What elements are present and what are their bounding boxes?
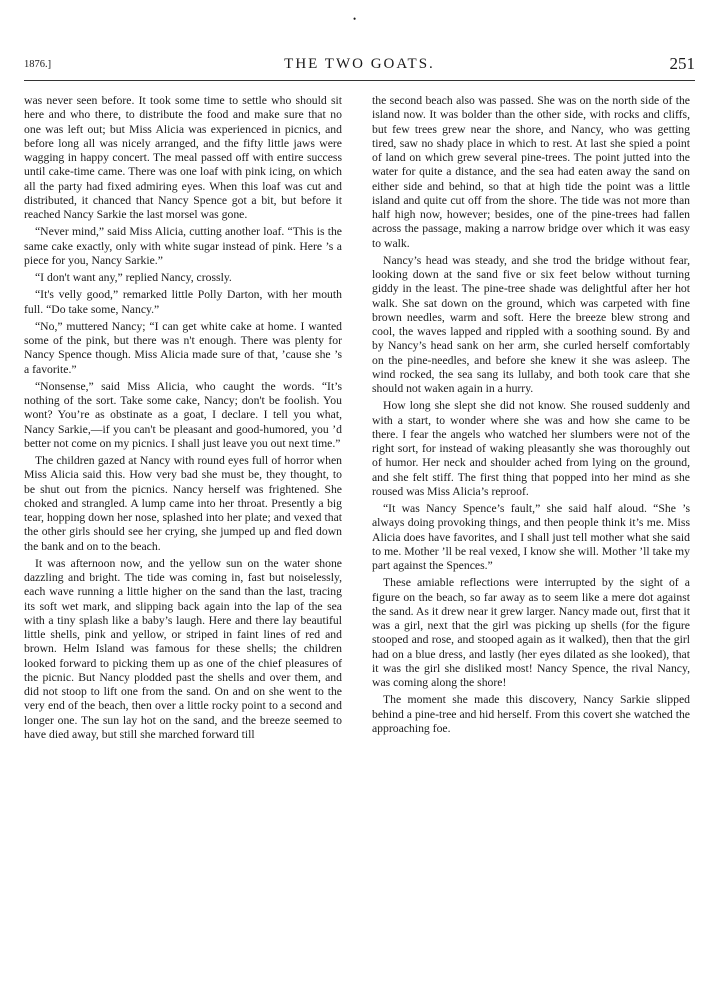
page-number: 251 bbox=[669, 54, 695, 73]
paragraph: “It's velly good,” remarked little Polly Darton, with her mouth full. “Do take some, Nancy.” bbox=[24, 288, 342, 316]
paragraph: Nancy’s head was steady, and she trod the bridge without fear, looking down at the sand five or six feet below without turning giddy in the least. The pine-tree shade was delightful after her hot walk. She sat down on the ground, which was carpeted with fine brown needles, warm and soft. Here the breeze blew strong and cool, the waves lapped and rippled with a soothing sound. By and by Nancy’s head sank on her arm, she curled herself comfortably on the pine-needles, and before she knew it she was asleep. The wind rocked, the sea sang its lullaby, and both took care that she should not waken again in a hurry. bbox=[372, 253, 690, 395]
paragraph: the second beach also was passed. She was on the north side of the island now. It was bolder than the other side, with rocks and cliffs, but few trees grew near the shore, and Nancy, who was getting tired, saw no shady place in which to rest. At last she spied a point of land on which grew several pine-trees. The point jutted into the water for quite a distance, and the sea had eaten away the sand on either side and behind, so that at high tide the point was a little island and quite cut off from the shore. The tide was not more than half high now, however; besides, one of the pine-trees had fallen across the passage, making a narrow bridge over which it was easy to walk. bbox=[372, 94, 690, 250]
paragraph: The moment she made this discovery, Nancy Sarkie slipped behind a pine-tree and hid herself. From this covert she watched the approaching foe. bbox=[372, 693, 690, 735]
running-title: THE TWO GOATS. bbox=[284, 56, 435, 72]
issue-year: 1876.] bbox=[24, 59, 52, 70]
paragraph: How long she slept she did not know. She roused suddenly and with a start, to wonder where she was and how she came to be there. I fear the angels who watched her slumbers were not of the right sort, for instead of waking pleasantly she was thoroughly out of humor. Her neck and shoulder ached from lying on the ground, and she felt stiff. The first thing that popped into her mind as she roused was Miss Alicia’s reproof. bbox=[372, 399, 690, 498]
paragraph: “Never mind,” said Miss Alicia, cutting another loaf. “This is the same cake exactly, only with white sugar instead of pink. Here ’s a piece for you, Nancy Sarkie.” bbox=[24, 225, 342, 267]
paragraph: It was afternoon now, and the yellow sun on the water shone dazzling and bright. The tide was coming in, fast but noiselessly, each wave running a little higher on the sand than the last, tracing its soft wet mark, and slipping back again into the lap of the sea with a tiny splash like a baby’s laugh. Here and there lay beautiful little shells, pink and yellow, or striped in faint lines of red and brown. Helm Island was famous for these shells; the children looked forward to picking them up as one of the chief pleasures of the picnic. But Nancy plodded past the shells and over them, and did not stoop to lift one from the sand. On and on she went to the very end of the beach, then over a little rocky point to a second and longer one. The sun lay hot on the sand, and the breeze seemed to have died away, but still she marched forward till bbox=[24, 556, 342, 741]
right-column bbox=[372, 94, 690, 739]
paragraph: “No,” muttered Nancy; “I can get white cake at home. I wanted some of the pink, but there was n't enough. There was plenty for Nancy Spence though. Miss Alicia made sure of that, ’cause she ’s a favorite.” bbox=[24, 319, 342, 376]
left-column bbox=[24, 94, 342, 745]
paragraph: “I don't want any,” replied Nancy, crossly. bbox=[35, 271, 232, 284]
paragraph: The children gazed at Nancy with round eyes full of horror when Miss Alicia said this. How very bad she must be, they thought, to be shut out from the picnics. Nancy herself was frightened. She choked and strangled. A lump came into her throat. Presently a big tear, hopping down her nose, splashed into her plate; and vexed that the other girls should see her crying, she jumped up and fled down the bank and on to the beach. bbox=[24, 454, 342, 553]
paragraph: “Nonsense,” said Miss Alicia, who caught the words. “It’s nothing of the sort. Take some cake, Nancy; don't be foolish. You wont? You’re as obstinate as a goat, I declare. I tell you what, Nancy Sarkie,—if you can't be pleasant and good-humored, you ’d better not come on my picnics. I shall just leave you out next time.” bbox=[24, 379, 342, 450]
paragraph: was never seen before. It took some time to settle who should sit here and who there, to distribute the food and make sure that no one was left out; but Miss Alicia was experienced in picnics, and before long all was nicely arranged, and the fifty little jaws were wagging in happy concert. The meal passed off with entire success until cake-time came. There was one loaf with pink icing, on which all the party had fixed admiring eyes. When this loaf was cut and distributed, it chanced that Nancy Spence got a bit, but before it reached Nancy Sarkie the last morsel was gone. bbox=[24, 94, 342, 221]
paragraph: “It was Nancy Spence’s fault,” she said half aloud. “She ’s always doing provoking things, and then people think it’s me. Miss Alicia does have favorites, and I shall just tell mother what she said to me. Mother ’ll be real vexed, I know she will. Mother ’ll take my part against the Spences.” bbox=[372, 502, 690, 572]
paragraph: These amiable reflections were interrupted by the sight of a figure on the beach, so far away as to seem like a mere dot against the sand. As it drew near it grew larger. Nancy made out, first that it was a girl, next that the girl was picking up shells (for the figure stooped and rose, and stooped again as it walked), then that the girl had on a blue dress, and lastly (her eyes dilated as she looked), that it was the girl she disliked most! Nancy Spence, the rival Nancy, was coming along the shore! bbox=[372, 576, 690, 689]
top-dot: • bbox=[353, 14, 357, 24]
running-header bbox=[24, 50, 695, 81]
